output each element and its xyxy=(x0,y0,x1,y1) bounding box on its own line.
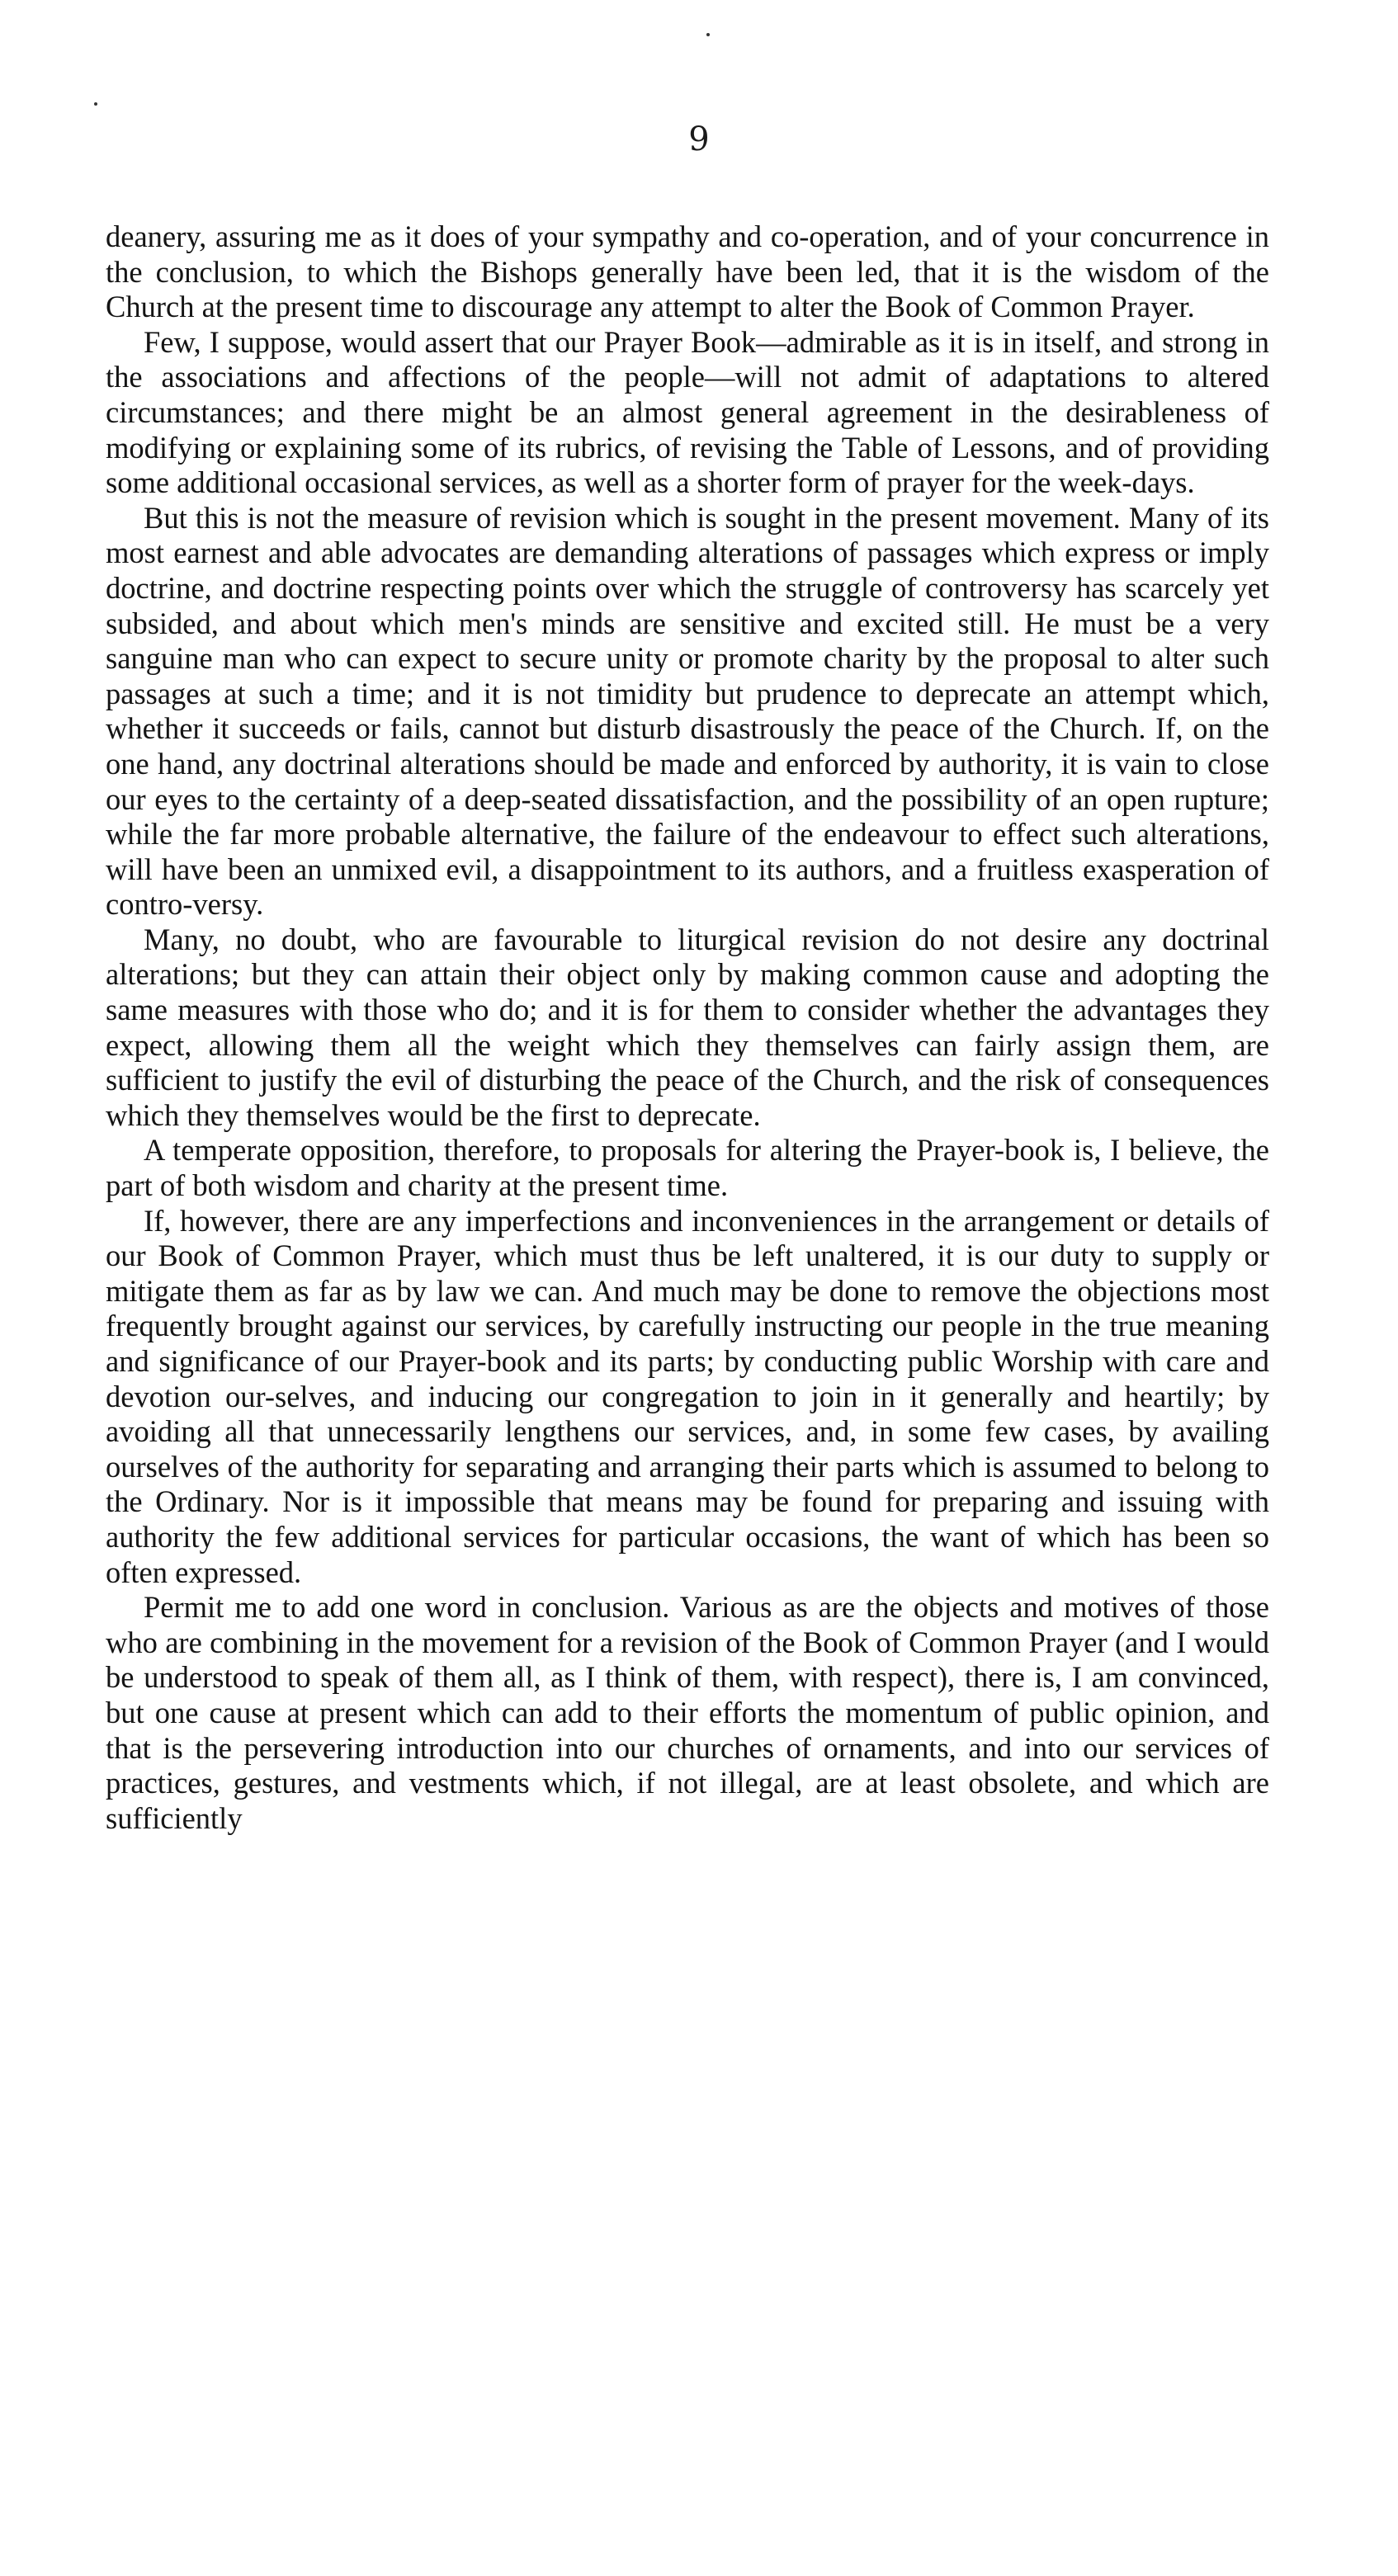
paragraph: If, however, there are any imperfections and inconveniences in the arrangement or details of our Book of Common Prayer, which must thus be left unaltered, it is our duty to supply or mitigate them as far as by law we can. And much may be done to remove the objections most frequently brought against our services, by carefully instructing our people in the true meaning and significance of our Prayer-book and its parts; by conducting public Worship with care and devotion our-selves, and inducing our congregation to join in it generally and heartily; by avoiding all that unnecessarily lengthens our services, and, in some few cases, by availing ourselves of the authority for separating and arranging their parts which is assumed to belong to the Ordinary. Nor is it impossible that means may be found for preparing and issuing with authority the few additional services for particular occasions, the want of which has been so often expressed. xyxy=(106,1203,1269,1589)
print-speck xyxy=(706,33,710,36)
paragraph: A temperate opposition, therefore, to proposals for altering the Prayer-book is, I believe, the part of both wisdom and charity at the present time. xyxy=(106,1133,1269,1203)
page-number: 9 xyxy=(688,120,710,158)
paragraph: Few, I suppose, would assert that our Prayer Book—admirable as it is in itself, and strong in the associations and affections of the people—will not admit of adaptations to altered circumstances; and there might be an almost general agreement in the desirableness of modifying or explaining some of its rubrics, of revising the Table of Lessons, and of providing some additional occasional services, as well as a shorter form of prayer for the week-days. xyxy=(106,324,1269,500)
paragraph: But this is not the measure of revision which is sought in the present movement. Many of its most earnest and able advocates are demanding alterations of passages which express or imply doctrine, and doctrine respecting points over which the struggle of controversy has scarcely yet subsided, and about which men's minds are sensitive and excited still. He must be a very sanguine man who can expect to secure unity or promote charity by the proposal to alter such passages at such a time; and it is not timidity but prudence to deprecate an attempt which, whether it succeeds or fails, cannot but disturb disastrously the peace of the Church. If, on the one hand, any doctrinal alterations should be made and enforced by authority, it is vain to close our eyes to the certainty of a deep-seated dissatisfaction, and the possibility of an open rupture; while the far more probable alternative, the failure of the endeavour to effect such alterations, will have been an unmixed evil, a disappointment to its authors, and a fruitless exasperation of contro-versy. xyxy=(106,500,1269,922)
paragraph: Permit me to add one word in conclusion. Various as are the objects and motives of those who are combining in the movement for a revision of the Book of Common Prayer (and I would be understood to speak of them all, as I think of them, with respect), there is, I am convinced, but one cause at present which can add to their efforts the momentum of public opinion, and that is the persevering introduction into our churches of ornaments, and into our services of practices, gestures, and vestments which, if not illegal, are at least obsolete, and which are sufficiently xyxy=(106,1590,1269,1835)
paragraph: deanery, assuring me as it does of your sympathy and co-operation, and of your concurrence in the conclusion, to which the Bishops generally have been led, that it is the wisdom of the Church at the present time to discourage any attempt to alter the Book of Common Prayer. xyxy=(106,219,1269,324)
paragraph: Many, no doubt, who are favourable to liturgical revision do not desire any doctrinal alterations; but they can attain their object only by making common cause and adopting the same measures with those who do; and it is for them to consider whether the advantages they expect, allowing them all the weight which they themselves can fairly assign them, are sufficient to justify the evil of disturbing the peace of the Church, and the risk of consequences which they themselves would be the first to deprecate. xyxy=(106,922,1269,1132)
print-speck xyxy=(94,102,97,106)
body-text xyxy=(106,219,1269,1836)
